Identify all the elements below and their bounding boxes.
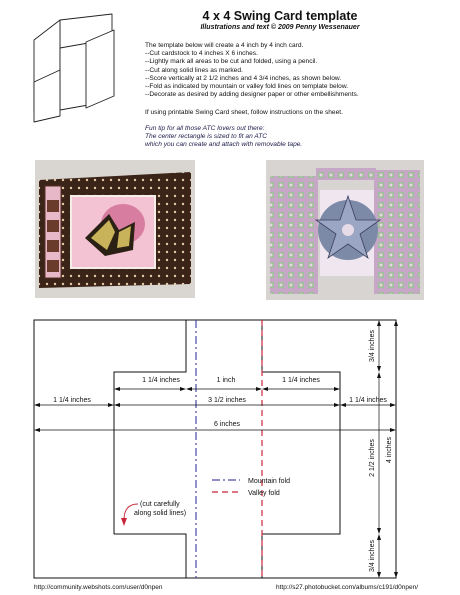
fun-tip-line: The center rectangle is sized to fit an ATC	[145, 133, 268, 141]
cut-note-line-1: (cut carefully	[140, 501, 180, 508]
dim-full-height: 4 inches	[386, 436, 393, 464]
dim-right-margin: 1 1/4 inches	[349, 397, 387, 404]
footer-url-right: http://s27.photobucket.com/albums/c191/d0npen/	[276, 584, 419, 591]
dimension-arrows	[34, 320, 398, 578]
cut-note-line-2: along solid lines)	[134, 510, 187, 517]
instruction-item: --Cut cardstock to 4 inches X 6 inches.	[145, 50, 258, 58]
dim-center-width: 3 1/2 inches	[208, 397, 246, 404]
instruction-item: --Score vertically at 2 1/2 inches and 4 3/4 inches, as shown below.	[145, 74, 342, 82]
cut-lines	[114, 320, 340, 578]
dim-top-tab-left: 1 1/4 inches	[142, 377, 180, 384]
legend-valley-label: Valley fold	[248, 490, 280, 497]
page-title: 4 x 4 Swing Card template	[202, 9, 358, 23]
instruction-item: --Cut along solid lines as marked.	[145, 66, 243, 74]
dim-tab-height: 3/4 inches	[369, 330, 376, 362]
printable-note: If using printable Swing Card sheet, follow instructions on the sheet.	[145, 109, 343, 116]
legend-mountain-label: Mountain fold	[248, 478, 291, 485]
dim-top-tab-center: 1 inch	[216, 377, 236, 384]
footer-url-left: http://community.webshots.com/user/d0npen	[34, 584, 163, 591]
dim-full-width: 6 inches	[213, 421, 241, 428]
fun-tip-line: which you can create and attach with removable tape.	[145, 141, 303, 149]
dim-top-tab-right: 1 1/4 inches	[282, 377, 320, 384]
dimension-lines	[37, 323, 396, 575]
card-outline	[34, 320, 396, 578]
fun-tip-line: Fun tip for all those ATC lovers out there:	[145, 125, 265, 132]
instruction-item: The template below will create a 4 inch by 4 inch card.	[145, 42, 304, 49]
instruction-item: --Decorate as desired by adding designer paper or other embellishments.	[145, 91, 359, 99]
dim-bottom-tab-height: 3/4 inches	[369, 540, 376, 572]
instruction-item: --Fold as indicated by mountain or valley fold lines on template below.	[145, 83, 349, 91]
byline: Illustrations and text © 2009 Penny Wessenauer	[200, 24, 360, 31]
cut-note-arrowhead	[121, 518, 127, 526]
dim-left-margin: 1 1/4 inches	[53, 397, 91, 404]
dim-center-height: 2 1/2 inches	[369, 439, 376, 477]
instruction-item: --Lightly mark all areas to be cut and folded, using a pencil.	[145, 58, 318, 66]
